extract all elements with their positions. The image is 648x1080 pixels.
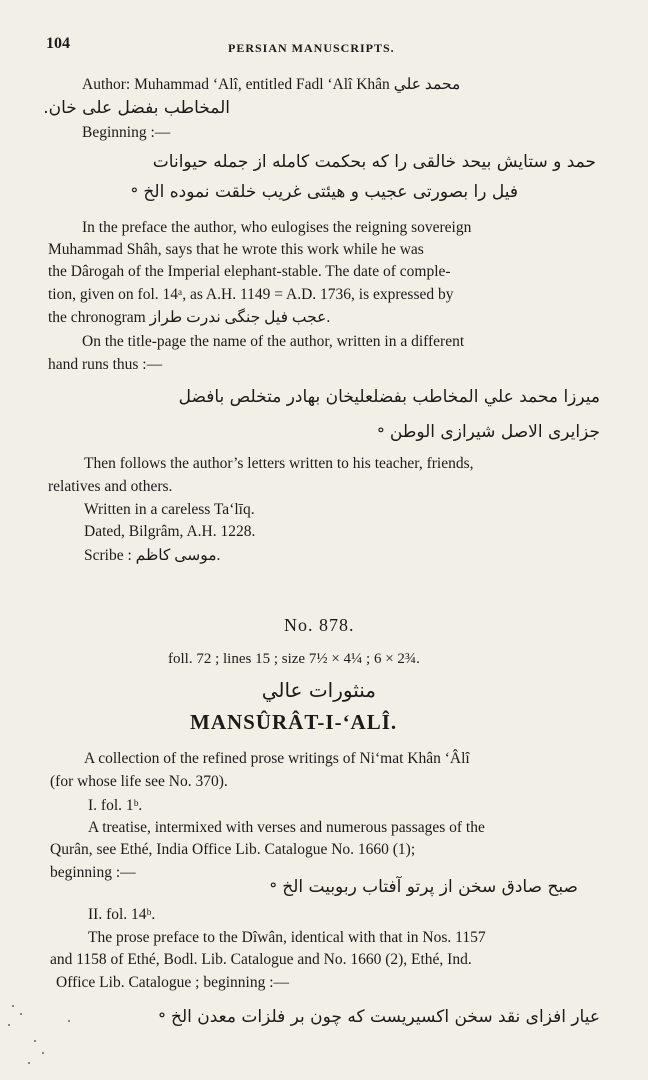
title-page-arabic-2: جزایری الاصل شیرازی الوطن ॰ (377, 422, 600, 442)
letters-para-line: Then follows the author’s letters written to his teacher, friends, (84, 455, 474, 472)
part-2-label: II. fol. 14ᵇ. (88, 906, 156, 923)
part-1-desc-line: Qurân, see Ethé, India Office Lib. Catalogue No. 1660 (1); (50, 841, 416, 858)
title-page-arabic-1: میرزا محمد علي المخاطب بفضلعليخان بهادر متخلص بافضل (178, 387, 600, 407)
author-line: Author: Muhammad ‘Alî, entitled Fadl ‘Alî Khân محمد علي (82, 76, 461, 93)
paper-speck (20, 1013, 22, 1015)
entry-number: No. 878. (284, 615, 355, 635)
part-1-desc-line: beginning :— (50, 864, 136, 881)
incipit-line-1: حمد و ستایش بیحد خالقی را که بحکمت کامله از جمله حیوانات (152, 152, 596, 172)
part-2-desc-line: Office Lib. Catalogue ; beginning :— (56, 974, 290, 991)
title-page-para-line: On the title-page the name of the author, written in a different (82, 333, 465, 350)
part-2-desc-line: The prose preface to the Dîwân, identical with that in Nos. 1157 (88, 929, 486, 946)
scribe-note: Scribe : موسی کاظم. (84, 547, 221, 564)
part-1-label: I. fol. 1ᵇ. (88, 797, 143, 814)
title-arabic: منثورات عالي (261, 678, 376, 702)
script-note: Written in a careless Ta‘līq. (84, 501, 255, 518)
paper-speck (42, 1052, 44, 1054)
preface-para-line: Muhammad Shâh, says that he wrote this work while he was (48, 241, 424, 258)
preface-para-line: In the preface the author, who eulogises the reigning sovereign (82, 219, 472, 236)
beginning-label: Beginning :— (82, 124, 171, 141)
description-line: A collection of the refined prose writings of Ni‘mat Khân ‘Âlî (84, 750, 470, 767)
date-note: Dated, Bilgrâm, A.H. 1228. (84, 523, 256, 540)
paper-speck (28, 1062, 30, 1064)
part-1-desc-line: A treatise, intermixed with verses and numerous passages of the (88, 819, 485, 836)
incipit-line-2: فیل را بصورتی عجیب و هیئتی غریب خلقت نموده الخ ॰ (130, 182, 518, 202)
work-title: MANSÛRÂT-I-‘ALÎ. (190, 710, 398, 734)
chronogram-line: the chronogram عجب فیل جنگی ندرت طراز. (48, 309, 331, 326)
paper-speck (34, 1040, 36, 1042)
page-number: 104 (46, 35, 70, 52)
collation-line: foll. 72 ; lines 15 ; size 7½ × 4¼ ; 6 × 2¾. (168, 651, 420, 667)
paper-speck (8, 1024, 10, 1026)
title-page-para-line: hand runs thus :— (48, 356, 163, 373)
author-arabic-continuation: المخاطب بفضل على خان. (43, 98, 230, 118)
paper-speck (68, 1020, 70, 1022)
paper-speck (12, 1005, 14, 1007)
preface-para-line: the Dârogah of the Imperial elephant-stable. The date of comple- (48, 263, 451, 280)
part-1-incipit: صبح صادق سخن از پرتو آفتاب ربوبیت الخ ॰ (269, 877, 578, 897)
part-2-desc-line: and 1158 of Ethé, Bodl. Lib. Catalogue and No. 1660 (2), Ethé, Ind. (50, 951, 472, 968)
running-head: PERSIAN MANUSCRIPTS. (228, 41, 395, 55)
preface-para-line: tion, given on fol. 14ᵃ, as A.H. 1149 = A.D. 1736, is expressed by (48, 286, 454, 303)
description-line: (for whose life see No. 370). (50, 773, 228, 790)
letters-para-line: relatives and others. (48, 478, 173, 495)
part-2-incipit: عیار افزای نقد سخن اکسیریست که چون بر فلزات معدن الخ ॰ (158, 1007, 600, 1027)
